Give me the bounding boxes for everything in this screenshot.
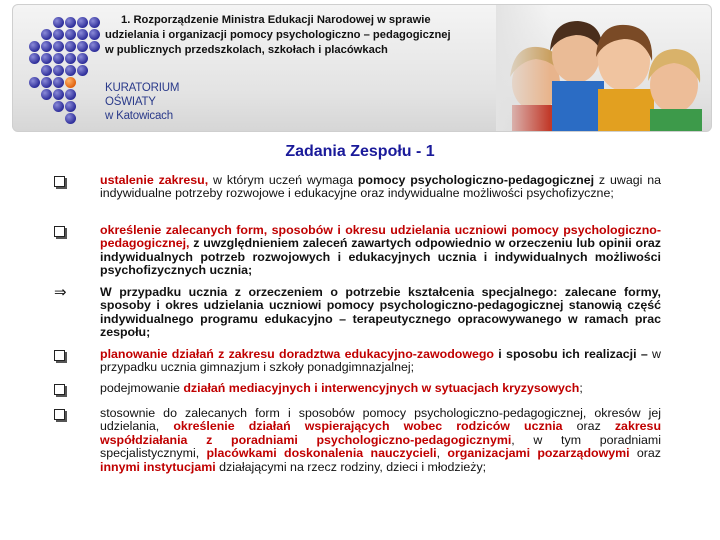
checkbox-bullet-icon bbox=[54, 226, 65, 237]
checkbox-bullet-icon bbox=[54, 176, 65, 187]
logo-dot bbox=[65, 101, 76, 112]
task-text-segment: planowanie działań z zakresu doradztwa edukacyjno-zawodowego bbox=[100, 347, 494, 361]
task-text-segment: określenie działań wspierających wobec rodziców ucznia bbox=[173, 419, 563, 434]
task-text-segment: określenie zalecanych form, sposobów i okresu udzielania uczniowi pomocy psychologiczno-pedagogicznej, bbox=[100, 223, 661, 251]
logo-dot bbox=[65, 29, 76, 40]
task-text-segment: W przypadku ucznia z orzeczeniem o potrzebie kształcenia specjalnego: zalecane formy, sposoby i okres udzielania uczniowi pomocy psychologiczno-pedagogicznej stanowią część indywidualnego programu edukacyjno – terapeutycznego opracowywanego w ramach prac zespołu; bbox=[100, 285, 661, 340]
task-text-segment: w którym uczeń wymaga bbox=[208, 173, 358, 187]
task-text-segment: ustalenie zakresu, bbox=[100, 173, 209, 187]
task-text-segment: , w tym poradniami specjalistycznymi, bbox=[100, 432, 661, 461]
title-line-3: w publicznych przedszkolach, szkołach i placówkach bbox=[105, 44, 388, 56]
checkbox-bullet-icon bbox=[54, 384, 65, 395]
logo-line-2: OŚWIATY bbox=[105, 96, 156, 108]
logo-dot bbox=[53, 77, 64, 88]
logo-dot bbox=[53, 29, 64, 40]
task-item bbox=[100, 286, 661, 340]
section-heading: Zadania Zespołu - 1 bbox=[285, 143, 435, 160]
task-text-segment: w przypadku ucznia gimnazjum i szkoły ponadgimnazjalnej; bbox=[100, 347, 661, 375]
logo-dot bbox=[41, 53, 52, 64]
logo-dot bbox=[77, 29, 88, 40]
task-item bbox=[100, 348, 661, 375]
task-text-segment: pomocy psychologiczno-pedagogicznej bbox=[357, 173, 595, 187]
task-item bbox=[100, 382, 661, 395]
logo-line-3: w Katowicach bbox=[105, 110, 173, 122]
logo-dot bbox=[53, 41, 64, 52]
task-text-segment: z uwzględnieniem zaleceń zawartych odpowiednio w orzeczeniu lub opinii oraz indywidualnych potrzeb rozwojowych i edukacyjnych ucznia i indywidualnych możliwości psychofizycznych ucznia; bbox=[100, 236, 661, 278]
logo-dot bbox=[77, 17, 88, 28]
task-text-segment: oraz bbox=[629, 446, 661, 461]
title-line-1: 1. Rozporządzenie Ministra Edukacji Narodowej w sprawie bbox=[121, 14, 431, 26]
title-line-2: udzielania i organizacji pomocy psychologiczno – pedagogicznej bbox=[105, 29, 451, 41]
logo-dot bbox=[65, 17, 76, 28]
logo-dot bbox=[41, 29, 52, 40]
task-text-segment: ; bbox=[579, 381, 583, 395]
task-text-segment: oraz bbox=[562, 419, 615, 434]
logo-dot bbox=[41, 41, 52, 52]
task-item bbox=[100, 174, 661, 201]
logo-dot bbox=[29, 77, 40, 88]
arrow-bullet-icon: ⇒ bbox=[54, 284, 67, 301]
task-text-segment: placówkami doskonalenia nauczycieli bbox=[206, 446, 437, 461]
logo-dot bbox=[53, 65, 64, 76]
logo-dot bbox=[41, 77, 52, 88]
logo-dot bbox=[29, 53, 40, 64]
logo-dot bbox=[65, 89, 76, 100]
logo-dot bbox=[65, 41, 76, 52]
task-text-segment: z uwagi na indywidualne potrzeby rozwojowe i edukacyjne oraz indywidualne możliwości psychofizyczne; bbox=[100, 173, 662, 201]
header-banner bbox=[12, 4, 712, 132]
logo-dot bbox=[53, 17, 64, 28]
task-item bbox=[100, 407, 661, 474]
checkbox-bullet-icon bbox=[54, 350, 65, 361]
task-text-segment: działań mediacyjnych i interwencyjnych w sytuacjach kryzysowych bbox=[183, 381, 580, 395]
logo-dot bbox=[89, 29, 100, 40]
logo-dot bbox=[65, 53, 76, 64]
logo-dot bbox=[65, 65, 76, 76]
logo-dot bbox=[53, 53, 64, 64]
task-item bbox=[100, 224, 661, 278]
logo-dot bbox=[77, 65, 88, 76]
kuratorium-logo bbox=[105, 81, 179, 123]
task-text-segment: innymi instytucjami bbox=[100, 459, 216, 474]
logo-dot bbox=[53, 89, 64, 100]
logo-dot bbox=[65, 77, 76, 88]
logo-dot bbox=[53, 101, 64, 112]
logo-dot bbox=[89, 41, 100, 52]
children-photo bbox=[496, 5, 711, 131]
logo-dot bbox=[77, 53, 88, 64]
checkbox-bullet-icon bbox=[54, 409, 65, 420]
logo-line-1: KURATORIUM bbox=[105, 82, 180, 94]
logo-dot bbox=[77, 41, 88, 52]
logo-dot bbox=[89, 17, 100, 28]
logo-dot bbox=[41, 65, 52, 76]
task-text-segment: działającymi na rzecz rodziny, dzieci i młodzieży; bbox=[215, 459, 487, 474]
task-text-segment: stosownie do zalecanych form i sposobów pomocy psychologiczno-pedagogicznej, okresów jej udzielania, bbox=[100, 406, 661, 434]
task-text-segment: podejmowanie bbox=[100, 381, 184, 395]
logo-dot bbox=[41, 89, 52, 100]
task-text-segment: zakresu współdziałania z poradniami psychologiczno-pedagogicznymi bbox=[100, 419, 662, 447]
logo-dot bbox=[29, 41, 40, 52]
task-text-segment: , bbox=[436, 446, 448, 461]
document-title bbox=[105, 13, 505, 58]
task-text-segment: organizacjami pozarządowymi bbox=[447, 446, 630, 461]
task-text-segment: i sposobu ich realizacji – bbox=[494, 347, 653, 361]
logo-dot bbox=[65, 113, 76, 124]
